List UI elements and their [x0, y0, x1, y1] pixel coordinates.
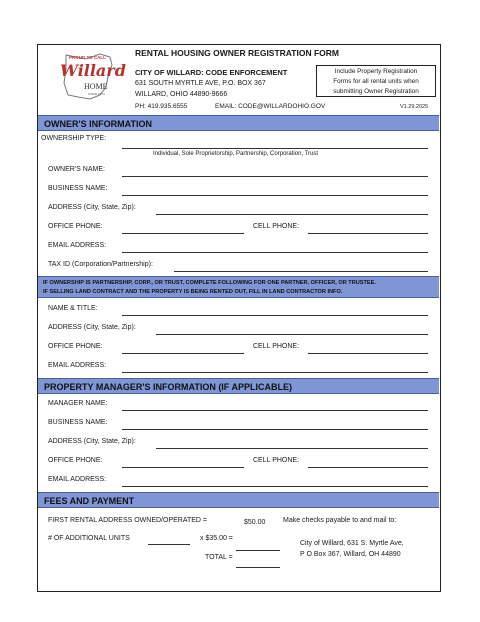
address-field[interactable]: [156, 214, 428, 215]
office-phone-field[interactable]: [122, 233, 244, 234]
manager-cell-phone-field[interactable]: [308, 467, 428, 468]
partner-office-phone-label: OFFICE PHONE:: [48, 343, 103, 350]
partner-address-label: ADDRESS (City, State, Zip):: [48, 324, 136, 331]
manager-info-header: [38, 378, 439, 394]
logo-tagline: PROUD TO CALL: [69, 55, 106, 60]
manager-name-field[interactable]: [122, 410, 428, 411]
note-line-2: Forms for all rental units when: [333, 78, 419, 85]
notice-line-1: IF OWNERSHIP IS PARTNERSHIP, CORP., OR TRUST, COMPLETE FOLLOWING FOR ONE PARTNER, OFFICER, OR TRUSTEE.: [43, 280, 376, 286]
manager-address-label: ADDRESS (City, State, Zip):: [48, 438, 136, 445]
manager-name-label: MANAGER NAME:: [48, 400, 108, 407]
form-frame: [37, 44, 441, 592]
email-field[interactable]: [122, 252, 428, 253]
notice-line-2: IF SELLING LAND CONTRACT AND THE PROPERTY IS BEING RENTED OUT, FILL IN LAND CONTRACTOR INFO.: [43, 289, 343, 295]
total-label: TOTAL =: [205, 554, 233, 561]
owner-name-label: OWNER'S NAME:: [48, 166, 105, 173]
note-line-1: Include Property Registration: [334, 68, 418, 75]
owners-info-header: [38, 115, 439, 131]
business-name-label: BUSINESS NAME:: [48, 185, 108, 192]
cell-phone-label: CELL PHONE:: [253, 223, 300, 230]
partner-name-title-label: NAME & TITLE:: [48, 305, 98, 312]
manager-office-phone-label: OFFICE PHONE:: [48, 457, 103, 464]
manager-office-phone-field[interactable]: [122, 467, 244, 468]
business-name-field[interactable]: [122, 195, 428, 196]
manager-business-name-field[interactable]: [122, 429, 428, 430]
logo-home-word: HOME: [84, 82, 108, 91]
partner-office-phone-field[interactable]: [122, 353, 244, 354]
ownership-type-label: OWNERSHIP TYPE:: [41, 135, 107, 142]
payable-to-label: Make checks payable to and mail to:: [283, 517, 397, 524]
total-field[interactable]: [236, 567, 280, 568]
agency-name: CITY OF WILLARD: CODE ENFORCEMENT: [135, 68, 288, 77]
form-version: V1.29.2025: [400, 104, 429, 110]
logo-since: SINCE 1874: [88, 92, 105, 96]
partner-address-field[interactable]: [156, 334, 428, 335]
note-line-3: submitting Owner Registration: [333, 88, 419, 95]
office-phone-label: OFFICE PHONE:: [48, 223, 103, 230]
manager-info-title: PROPERTY MANAGER'S INFORMATION (IF APPLICABLE): [44, 382, 292, 392]
manager-address-field[interactable]: [156, 448, 428, 449]
partner-email-field[interactable]: [122, 372, 428, 373]
additional-units-field[interactable]: [148, 544, 190, 545]
owners-info-title: OWNER'S INFORMATION: [44, 119, 152, 129]
address-label: ADDRESS (City, State, Zip):: [48, 204, 136, 211]
tax-id-label: TAX ID (Corporation/Partnership):: [48, 261, 153, 268]
agency-address-line-2: WILLARD, OHIO 44890-9666: [135, 91, 228, 98]
manager-email-field[interactable]: [122, 486, 428, 487]
manager-cell-phone-label: CELL PHONE:: [253, 457, 300, 464]
additional-units-subtotal-field[interactable]: [236, 550, 280, 551]
city-logo: [56, 51, 126, 101]
additional-units-label: # OF ADDITIONAL UNITS: [48, 535, 130, 542]
mail-address-line-2: P O Box 367, Willard, OH 44890: [300, 551, 401, 558]
partner-name-title-field[interactable]: [122, 315, 428, 316]
partner-email-label: EMAIL ADDRESS:: [48, 362, 107, 369]
agency-phone: PH: 419.935.6555: [135, 103, 188, 110]
agency-email: EMAIL: CODE@WILLARDOHIO.GOV: [215, 103, 326, 110]
agency-address-line-1: 631 SOUTH MYRTLE AVE, P.O. BOX 367: [135, 80, 266, 87]
registration-note-box: [316, 65, 436, 97]
first-rental-label: FIRST RENTAL ADDRESS OWNED/OPERATED =: [48, 517, 208, 524]
email-label: EMAIL ADDRESS:: [48, 242, 107, 249]
ownership-notice: [38, 276, 439, 298]
manager-business-name-label: BUSINESS NAME:: [48, 419, 108, 426]
fees-title: FEES AND PAYMENT: [44, 496, 135, 506]
tax-id-field[interactable]: [174, 271, 428, 272]
logo-city-name: Willard: [60, 61, 126, 80]
owner-name-field[interactable]: [122, 176, 428, 177]
per-unit-rate: x $35.00 =: [200, 535, 233, 542]
partner-cell-phone-label: CELL PHONE:: [253, 343, 300, 350]
fees-header: [38, 492, 439, 508]
ownership-type-field[interactable]: [122, 148, 428, 149]
manager-email-label: EMAIL ADDRESS:: [48, 476, 107, 483]
partner-cell-phone-field[interactable]: [308, 353, 428, 354]
mail-address-line-1: City of Willard, 631 S. Myrtle Ave,: [300, 540, 404, 547]
ownership-type-hint: Individual, Sole Proprietorship, Partnership, Corporation, Trust: [153, 151, 319, 157]
cell-phone-field[interactable]: [308, 233, 428, 234]
form-title: RENTAL HOUSING OWNER REGISTRATION FORM: [135, 48, 339, 58]
first-rental-amount: $50.00: [244, 519, 266, 526]
